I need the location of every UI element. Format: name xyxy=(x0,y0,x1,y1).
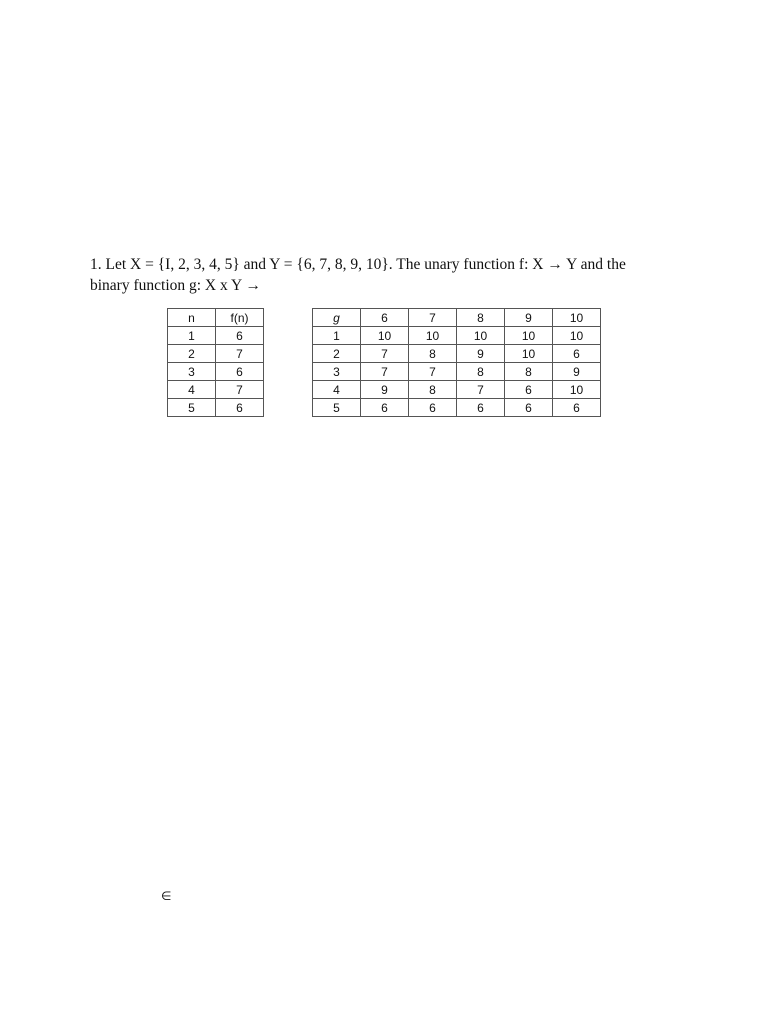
header-cell: 9 xyxy=(505,309,553,327)
table-cell: 8 xyxy=(409,381,457,399)
table-cell: 10 xyxy=(409,327,457,345)
table-cell: 4 xyxy=(313,381,361,399)
table-cell: 7 xyxy=(457,381,505,399)
table-cell: 9 xyxy=(457,345,505,363)
table-cell: 3 xyxy=(168,363,216,381)
unary-function-table xyxy=(167,308,264,417)
table-header-row xyxy=(313,309,601,327)
table-cell: 10 xyxy=(361,327,409,345)
table-cell: 1 xyxy=(168,327,216,345)
table-cell: 7 xyxy=(409,363,457,381)
header-cell-n: n xyxy=(168,309,216,327)
table-cell: 10 xyxy=(553,327,601,345)
table-row xyxy=(313,345,601,363)
table-cell: 6 xyxy=(361,399,409,417)
problem-statement xyxy=(90,254,700,296)
table-cell: 10 xyxy=(505,345,553,363)
table-cell: 7 xyxy=(216,381,264,399)
table-header-row xyxy=(168,309,264,327)
table-cell: 10 xyxy=(457,327,505,345)
problem-line-2: binary function g: X x Y → xyxy=(90,277,262,294)
table-cell: 5 xyxy=(168,399,216,417)
table-cell: 10 xyxy=(553,381,601,399)
table-cell: 9 xyxy=(361,381,409,399)
table-cell: 6 xyxy=(505,399,553,417)
table-row xyxy=(313,363,601,381)
table-cell: 5 xyxy=(313,399,361,417)
table-cell: 6 xyxy=(409,399,457,417)
table-row xyxy=(168,327,264,345)
table-cell: 6 xyxy=(505,381,553,399)
table-row xyxy=(168,363,264,381)
table-cell: 9 xyxy=(553,363,601,381)
table-row xyxy=(168,345,264,363)
table-cell: 6 xyxy=(216,327,264,345)
table-row xyxy=(168,381,264,399)
element-of-symbol: ∈ xyxy=(161,889,172,903)
table-cell: 6 xyxy=(553,399,601,417)
header-cell: 7 xyxy=(409,309,457,327)
table-cell: 8 xyxy=(409,345,457,363)
table-cell: 8 xyxy=(505,363,553,381)
header-cell: 6 xyxy=(361,309,409,327)
table-row xyxy=(313,327,601,345)
header-cell-fn: f(n) xyxy=(216,309,264,327)
table-cell: 6 xyxy=(216,363,264,381)
table-cell: 6 xyxy=(216,399,264,417)
table-cell: 10 xyxy=(505,327,553,345)
table-cell: 7 xyxy=(216,345,264,363)
table-cell: 6 xyxy=(553,345,601,363)
table-cell: 7 xyxy=(361,363,409,381)
table-row xyxy=(313,399,601,417)
problem-line-1: 1. Let X = {I, 2, 3, 4, 5} and Y = {6, 7, 8, 9, 10}. The unary function f: X → Y and the xyxy=(90,256,626,273)
table-cell: 4 xyxy=(168,381,216,399)
header-cell: 10 xyxy=(553,309,601,327)
table-cell: 1 xyxy=(313,327,361,345)
table-cell: 8 xyxy=(457,363,505,381)
header-cell: 8 xyxy=(457,309,505,327)
table-row xyxy=(168,399,264,417)
table-cell: 2 xyxy=(168,345,216,363)
binary-function-table xyxy=(312,308,601,417)
header-cell-g: g xyxy=(313,309,361,327)
table-cell: 6 xyxy=(457,399,505,417)
table-cell: 3 xyxy=(313,363,361,381)
table-cell: 2 xyxy=(313,345,361,363)
table-row xyxy=(313,381,601,399)
table-cell: 7 xyxy=(361,345,409,363)
